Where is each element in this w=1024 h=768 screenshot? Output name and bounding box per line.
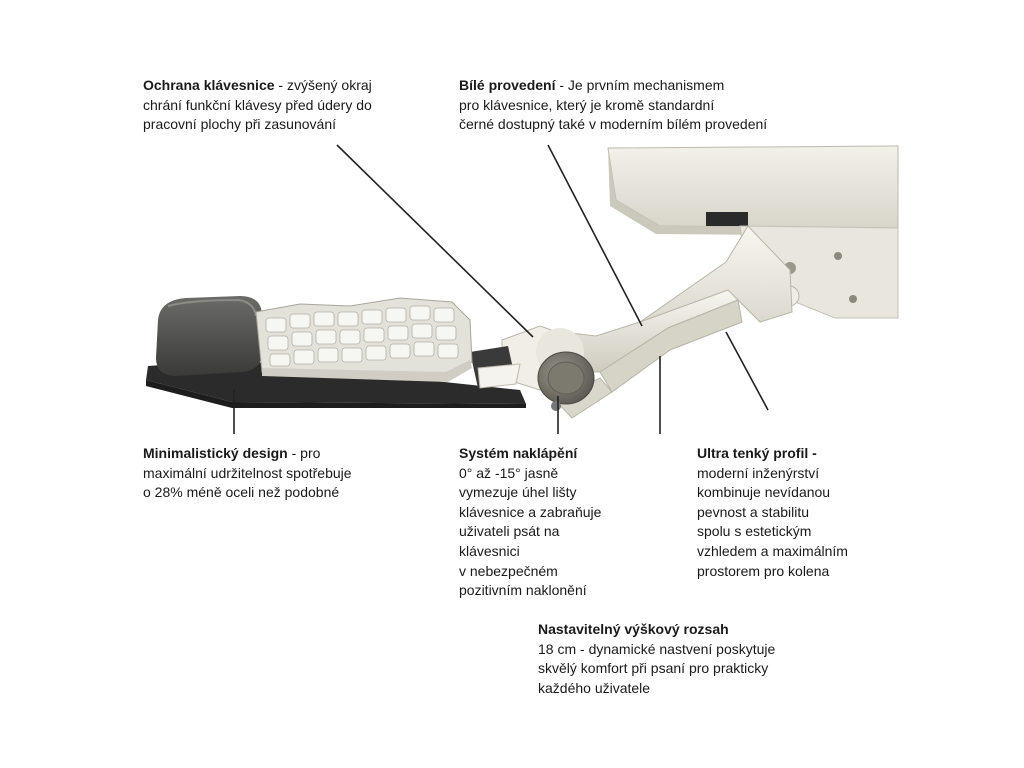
callout-text: moderní inženýrství [697,464,820,481]
callout-text: vymezuje úhel lišty [459,484,577,501]
callout-text: skvělý komfort při psaní pro prakticky [538,660,769,677]
callout-text: prostorem pro kolena [697,562,830,579]
callout-keyboard-protection [143,76,372,135]
callout-text: pozitivním naklonění [459,582,587,599]
callout-tilt-system [459,444,601,601]
callout-text: spolu s estetickým [697,523,812,540]
callout-title: Minimalistický design [143,445,288,461]
palm-rest [156,296,262,376]
callout-title: Systém naklápění [459,445,578,461]
callout-text: uživateli psát na [459,523,560,540]
callout-text: v nebezpečném [459,562,558,579]
callout-text: o 28% méně oceli než podobné [143,484,340,501]
callout-ultra-thin-profile [697,444,848,581]
callout-text: 18 cm - dynamické nastvení poskytuje [538,640,776,657]
callout-text: vzhledem a maximálním [697,542,848,559]
callout-text: klávesnice a zabraňuje [459,503,602,520]
callout-text: 0° až -15° jasně [459,464,559,481]
callout-text: černé dostupný také v moderním bílém provedení [459,116,768,133]
keyboard [256,298,472,382]
callout-text: maximální udržitelnost spotřebuje [143,464,352,481]
callout-title: Ochrana klávesnice [143,77,275,93]
callout-title: Nastavitelný výškový rozsah [538,621,729,637]
callout-text: klávesnici [459,542,520,559]
callout-text: - pro [287,445,321,461]
callout-text: chrání funkční klávesy před údery do [143,96,372,113]
leader-ultra-thin-profile [726,332,768,410]
callout-title: Ultra tenký profil - [697,445,817,461]
callout-minimalist-design [143,444,352,503]
callout-text: pracovní plochy při zasunování [143,116,336,133]
callout-text: - Je prvním mechanismem [555,77,725,93]
callout-text: každého uživatele [538,679,651,696]
callout-title: Bílé provedení [459,77,556,93]
callout-white-finish [459,76,767,135]
callout-text: pro klávesnice, který je kromě standardní [459,96,715,113]
callout-text: pevnost a stabilitu [697,503,810,520]
callout-height-range [538,620,775,698]
callout-text: - zvýšený okraj [274,77,372,93]
callout-text: kombinuje nevídanou [697,484,831,501]
